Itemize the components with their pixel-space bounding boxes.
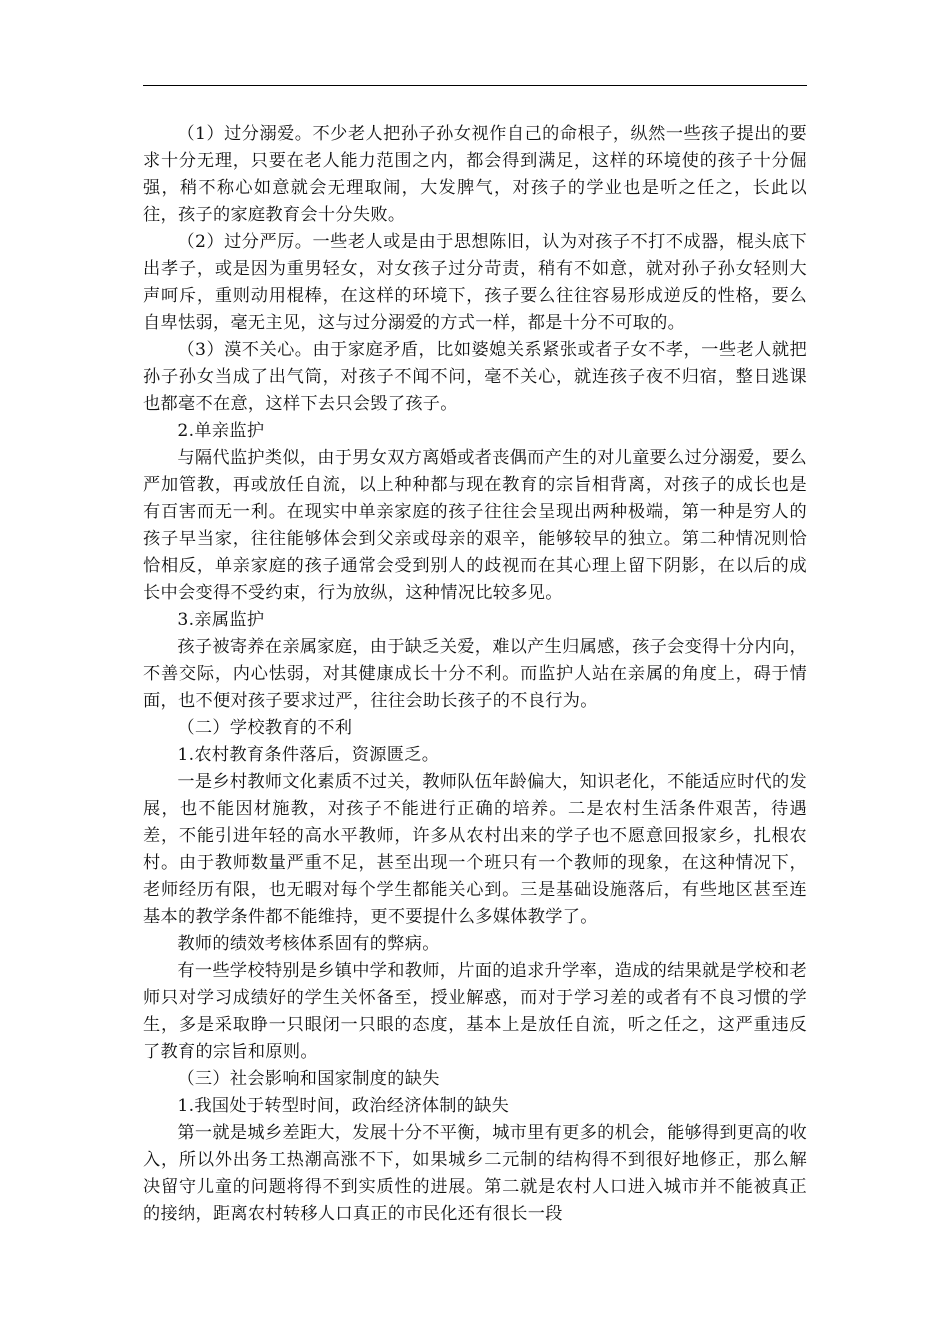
- paragraph-teacher-evaluation: 有一些学校特别是乡镇中学和教师，片面的追求升学率，造成的结果就是学校和老师只对学习成绩好的学生关怀备至，授业解惑，而对于学习差的或者有不良习惯的学生，多是采取睁一只眼闭一只眼的态度，基本上是放任自流，听之任之，这严重违反了教育的宗旨和原则。: [143, 961, 807, 1062]
- paragraph-overindulgence: （1）过分溺爱。不少老人把孙子孙女视作自己的命根子，纵然一些孩子提出的要求十分无理，只要在老人能力范围之内，都会得到满足，这样的环境使的孩子十分倔强，稍不称心如意就会无理取闹，大发脾气，对孩子的学业也是听之任之，长此以往，孩子的家庭教育会十分失败。: [143, 124, 807, 225]
- heading-single-parent: 2.单亲监护: [177, 421, 265, 441]
- heading-school-education: （二）学校教育的不利: [177, 718, 353, 738]
- document-body: [143, 121, 807, 1228]
- paragraph-single-parent: 与隔代监护类似，由于男女双方离婚或者丧偶而产生的对儿童要么过分溺爱，要么严加管教，再或放任自流，以上种种都与现在教育的宗旨相背离，对孩子的成长也是有百害而无一利。在现实中单亲家庭的孩子往往会呈现出两种极端，第一种是穷人的孩子早当家，往往能够体会到父亲或母亲的艰辛，能够较早的独立。第二种情况则恰恰相反，单亲家庭的孩子通常会受到别人的歧视而在其心理上留下阴影，在以后的成长中会变得不受约束，行为放纵，这种情况比较多见。: [143, 448, 807, 603]
- heading-relative-guardianship: 3.亲属监护: [177, 610, 265, 630]
- paragraph-relative-guardianship: 孩子被寄养在亲属家庭，由于缺乏关爱，难以产生归属感，孩子会变得十分内向，不善交际，内心怯弱，对其健康成长十分不利。而监护人站在亲属的角度上，碍于情面，也不便对孩子要求过严，往往会助长孩子的不良行为。: [143, 637, 807, 711]
- paragraph-rural-conditions: 一是乡村教师文化素质不过关，教师队伍年龄偏大，知识老化，不能适应时代的发展，也不能因材施教，对孩子不能进行正确的培养。二是农村生活条件艰苦，待遇差，不能引进年轻的高水平教师，许多从农村出来的学子也不愿意回报家乡，扎根农村。由于教师数量严重不足，甚至出现一个班只有一个教师的现象，在这种情况下，老师经历有限，也无暇对每个学生都能关心到。三是基础设施落后，有些地区甚至连基本的教学条件都不能维持，更不要提什么多媒体教学了。: [143, 772, 807, 927]
- heading-rural-conditions: 1.农村教育条件落后，资源匮乏。: [177, 745, 440, 765]
- paragraph-indifference: （3）漠不关心。由于家庭矛盾，比如婆媳关系紧张或者子女不孝，一些老人就把孙子孙女当成了出气筒，对孩子不闻不问，毫不关心，就连孩子夜不归宿，整日逃课也都毫不在意，这样下去只会毁了孩子。: [143, 340, 807, 414]
- heading-teacher-evaluation: 教师的绩效考核体系固有的弊病。: [177, 934, 440, 954]
- header-rule: [143, 85, 807, 86]
- heading-transition-period: 1.我国处于转型时间，政治经济体制的缺失: [177, 1096, 510, 1116]
- paragraph-urban-rural-gap: 第一就是城乡差距大，发展十分不平衡，城市里有更多的机会，能够得到更高的收入，所以外出务工热潮高涨不下，如果城乡二元制的结构得不到很好地修正，那么解决留守儿童的问题将得不到实质性的进展。第二就是农村人口进入城市并不能被真正的接纳，距离农村转移人口真正的市民化还有很长一段: [143, 1123, 807, 1224]
- paragraph-overstrict: （2）过分严厉。一些老人或是由于思想陈旧，认为对孩子不打不成器，棍头底下出孝子，或是因为重男轻女，对女孩子过分苛责，稍有不如意，就对孙子孙女轻则大声呵斥，重则动用棍棒，在这样的环境下，孩子要么往往容易形成逆反的性格，要么自卑怯弱，毫无主见，这与过分溺爱的方式一样，都是十分不可取的。: [143, 232, 807, 333]
- heading-social-influence: （三）社会影响和国家制度的缺失: [177, 1069, 440, 1089]
